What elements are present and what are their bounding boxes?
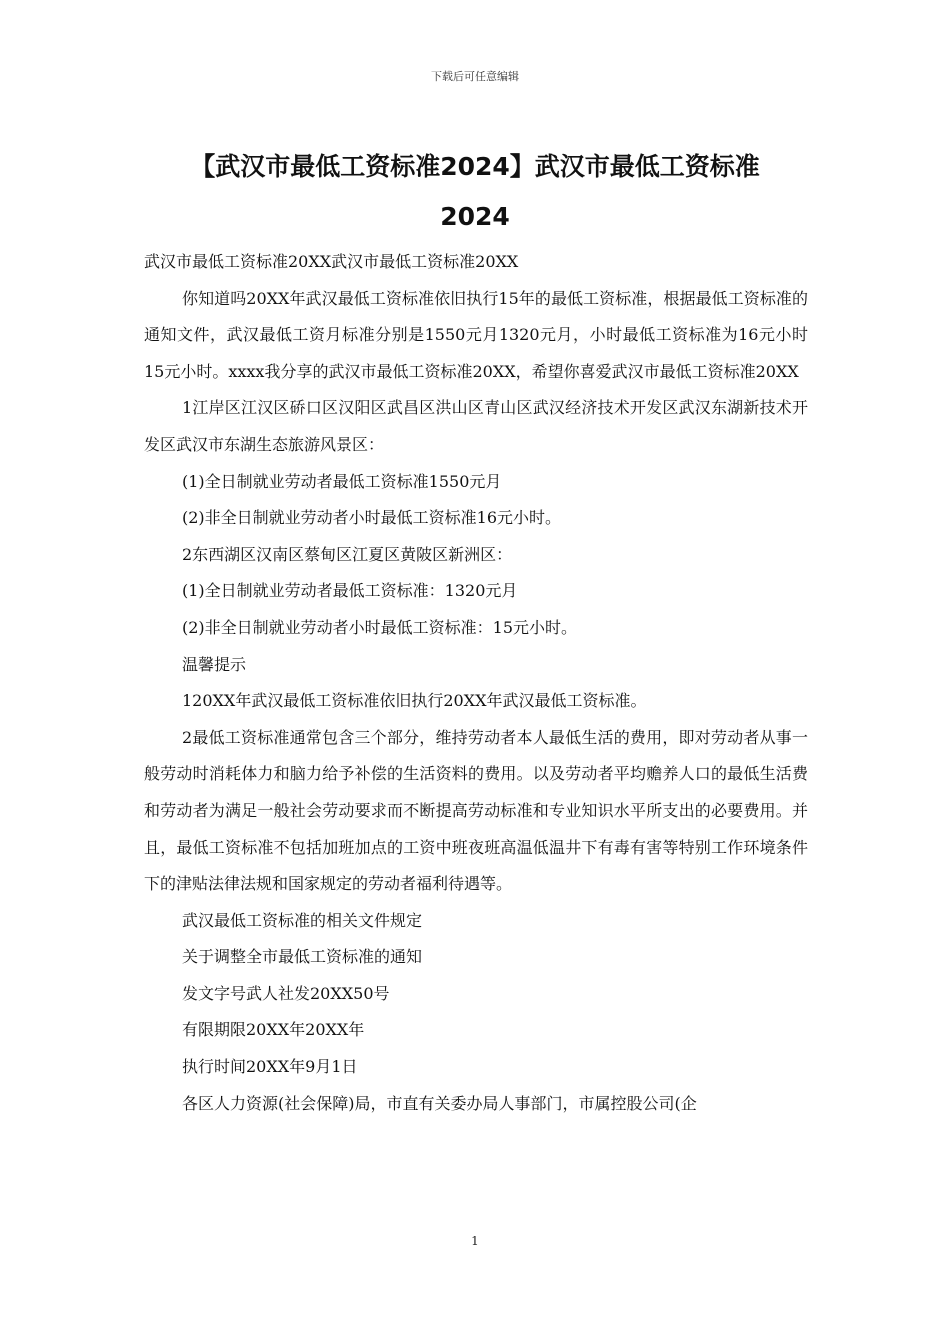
paragraph: 2东西湖区汉南区蔡甸区江夏区黄陂区新洲区：	[182, 544, 513, 564]
document-title-line-2: 2024	[440, 202, 510, 231]
header-note: 下载后可任意编辑	[431, 70, 519, 83]
paragraph: (2)非全日制就业劳动者小时最低工资标准16元小时。	[182, 508, 562, 528]
paragraph: 执行时间20XX年9月1日	[182, 1057, 358, 1077]
paragraph: 武汉市最低工资标准20XX武汉市最低工资标准20XX	[144, 252, 519, 271]
page-number: 1	[471, 1234, 479, 1248]
paragraph: 120XX年武汉最低工资标准依旧执行20XX年武汉最低工资标准。	[182, 691, 647, 711]
document-body	[144, 244, 808, 1122]
paragraph: 温馨提示	[182, 654, 247, 674]
paragraph: 关于调整全市最低工资标准的通知	[182, 947, 423, 967]
paragraph: 发文字号武人社发20XX50号	[182, 983, 390, 1003]
paragraph: 2最低工资标准通常包含三个部分，维持劳动者本人最低生活的费用，即对劳动者从事一般劳动时消耗体力和脑力给予补偿的生活资料的费用。以及劳动者平均赡养人口的最低生活费和劳动者为满足一般社会劳动要求而不断提高劳动标准和专业知识水平所支出的必要费用。并且，最低工资标准不包括加班加点的工资中班夜班高温低温井下有毒有害等特别工作环境条件下的津贴法律法规和国家规定的劳动者福利待遇等。	[144, 727, 808, 894]
paragraph: (1)全日制就业劳动者最低工资标准1550元月	[182, 471, 502, 491]
paragraph: (1)全日制就业劳动者最低工资标准：1320元月	[182, 581, 518, 601]
paragraph: 各区人力资源(社会保障)局，市直有关委办局人事部门，市属控股公司(企	[182, 1093, 697, 1113]
paragraph: 武汉最低工资标准的相关文件规定	[182, 910, 423, 930]
paragraph: 有限期限20XX年20XX年	[182, 1020, 365, 1040]
paragraph: (2)非全日制就业劳动者小时最低工资标准：15元小时。	[182, 617, 578, 637]
paragraph: 1江岸区江汉区硚口区汉阳区武昌区洪山区青山区武汉经济技术开发区武汉东湖新技术开发区武汉市东湖生态旅游风景区：	[144, 398, 808, 454]
paragraph: 你知道吗20XX年武汉最低工资标准依旧执行15年的最低工资标准，根据最低工资标准的通知文件，武汉最低工资月标准分别是1550元月1320元月，小时最低工资标准为16元小时15元小时。xxxx我分享的武汉市最低工资标准20XX，希望你喜爱武汉市最低工资标准20XX	[144, 288, 808, 381]
document-title-line-1: 【武汉市最低工资标准2024】武汉市最低工资标准	[190, 152, 760, 181]
document-title	[130, 142, 820, 242]
